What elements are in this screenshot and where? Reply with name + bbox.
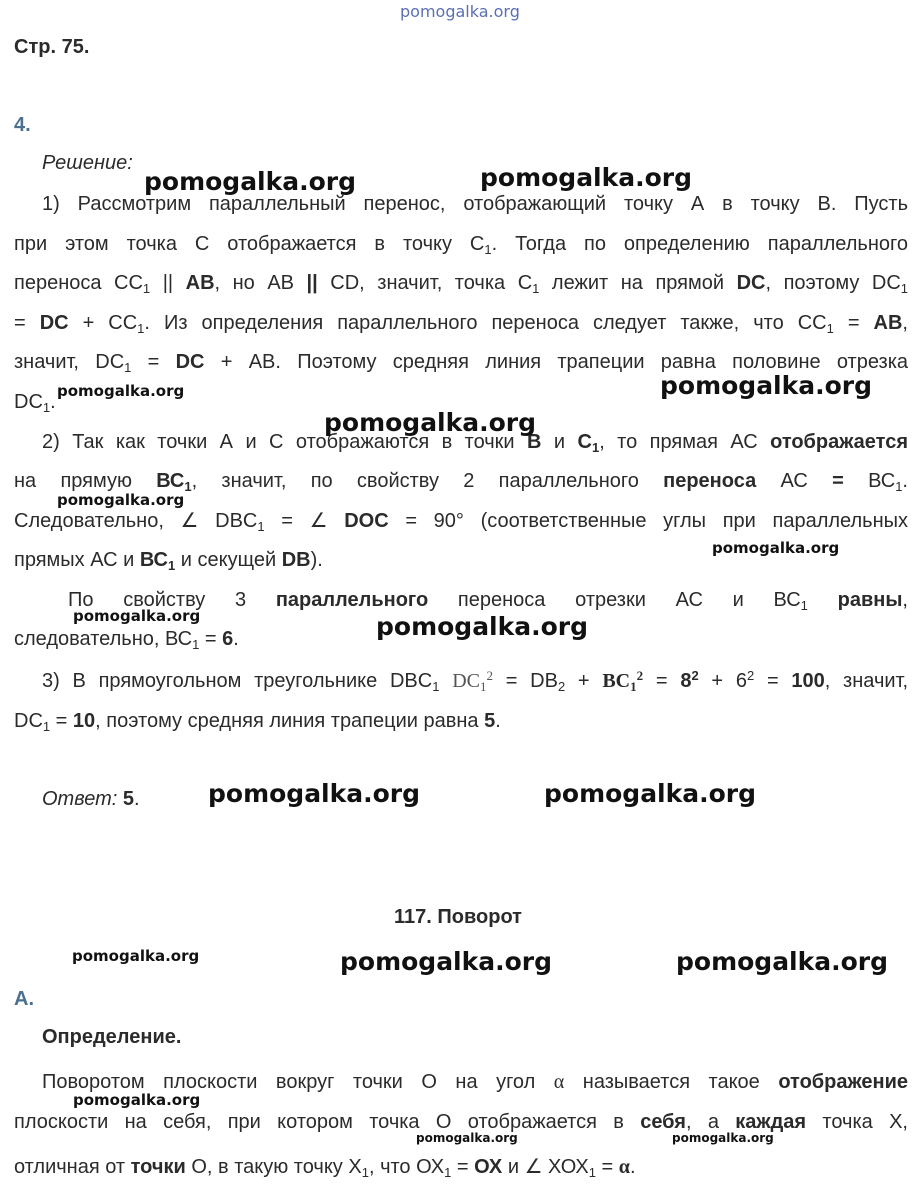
answer-line: Ответ: 5. xyxy=(42,788,140,810)
watermark: pomogalka.org xyxy=(57,382,185,400)
watermark: pomogalka.org xyxy=(73,1091,201,1109)
watermark: pomogalka.org xyxy=(660,371,873,400)
watermark: pomogalka.org xyxy=(208,779,421,808)
definition-heading: Определение. xyxy=(42,1026,182,1048)
p1-line-6: $DC_1$. xyxy=(14,391,56,415)
p1-line-1: 1) Рассмотрим параллельный перенос, отображающий точку А в точку В. Пусть xyxy=(42,193,908,215)
watermark: pomogalka.org xyxy=(544,779,757,808)
watermark: pomogalka.org xyxy=(324,408,537,437)
section-letter: А. xyxy=(14,988,34,1010)
watermark: pomogalka.org xyxy=(676,947,889,976)
watermark: pomogalka.org xyxy=(144,167,357,196)
watermark: pomogalka.org xyxy=(416,1131,518,1145)
watermark: pomogalka.org xyxy=(672,1131,774,1145)
watermark: pomogalka.org xyxy=(340,947,553,976)
p1-line-2: при этом точка С отображается в точку $С_1$. Тогда по определению параллельного xyxy=(14,233,908,257)
section-title: 117. Поворот xyxy=(394,906,522,928)
page-reference: Стр. 75. xyxy=(14,36,90,58)
watermark: pomogalka.org xyxy=(72,947,200,965)
watermark: pomogalka.org xyxy=(480,163,693,192)
p2-line-3: Следовательно, ∠ $DBC_1$ = ∠ DOC = 90° (соответственные углы при параллельных xyxy=(14,510,909,534)
task-number: 4. xyxy=(14,114,31,136)
watermark: pomogalka.org xyxy=(57,491,185,509)
watermark: pomogalka.org xyxy=(73,607,201,625)
p1-line-3: переноса $СС_1$ || АВ, но АВ || CD, значит, точка $С_1$ лежит на прямой DC, поэтому $DC_1$ xyxy=(14,272,908,296)
p3-line-2: следовательно, $ВС_1 = 6$. xyxy=(14,628,239,652)
p4-line-2: $DC_1 = 10$, поэтому средняя линия трапеции равна 5. xyxy=(14,710,501,734)
watermark: pomogalka.org xyxy=(712,539,840,557)
p2-line-1: 2) Так как точки А и С отображаются в точки В и $С_1$, то прямая АС отображается xyxy=(42,431,908,455)
p1-line-5: значит, $DC_1$ = DC + АВ. Поэтому средняя линия трапеции равна половине отрезка xyxy=(14,351,909,375)
solution-label: Решение: xyxy=(42,152,133,174)
p2-line-4: прямых АС и $ВС_1$ и секущей DB). xyxy=(14,549,323,573)
p1-line-4: = DC + $СС_1$. Из определения параллельного переноса следует также, что $СС_1$ = АВ, xyxy=(14,312,908,336)
def-line-1: Поворотом плоскости вокруг точки О на угол α называется такое отображение xyxy=(42,1071,909,1093)
p2-line-2: на прямую $ВС_1$, значит, по свойству 2 параллельного переноса АС = $ВС_1$. xyxy=(14,470,908,494)
header-watermark: pomogalka.org xyxy=(400,2,520,21)
def-line-3: отличная от точки О, в такую точку $Х_1$, что $ОХ_1$ = ОХ и ∠ $ХОХ_1 = \alpha$. xyxy=(14,1156,636,1180)
def-line-2: плоскости на себя, при котором точка О отображается в себя, а каждая точка Х, xyxy=(14,1111,908,1133)
p3-line-1: По свойству 3 параллельного переноса отрезки АС и $ВС_1$ равны, xyxy=(68,589,908,613)
watermark: pomogalka.org xyxy=(376,612,589,641)
p4-line-1: 3) В прямоугольном треугольнике $DBC_1$ $DC_1^2 = DB_2 + BC_1^2 = 8^2 + 6^2 = 100$, значит, xyxy=(42,668,909,694)
